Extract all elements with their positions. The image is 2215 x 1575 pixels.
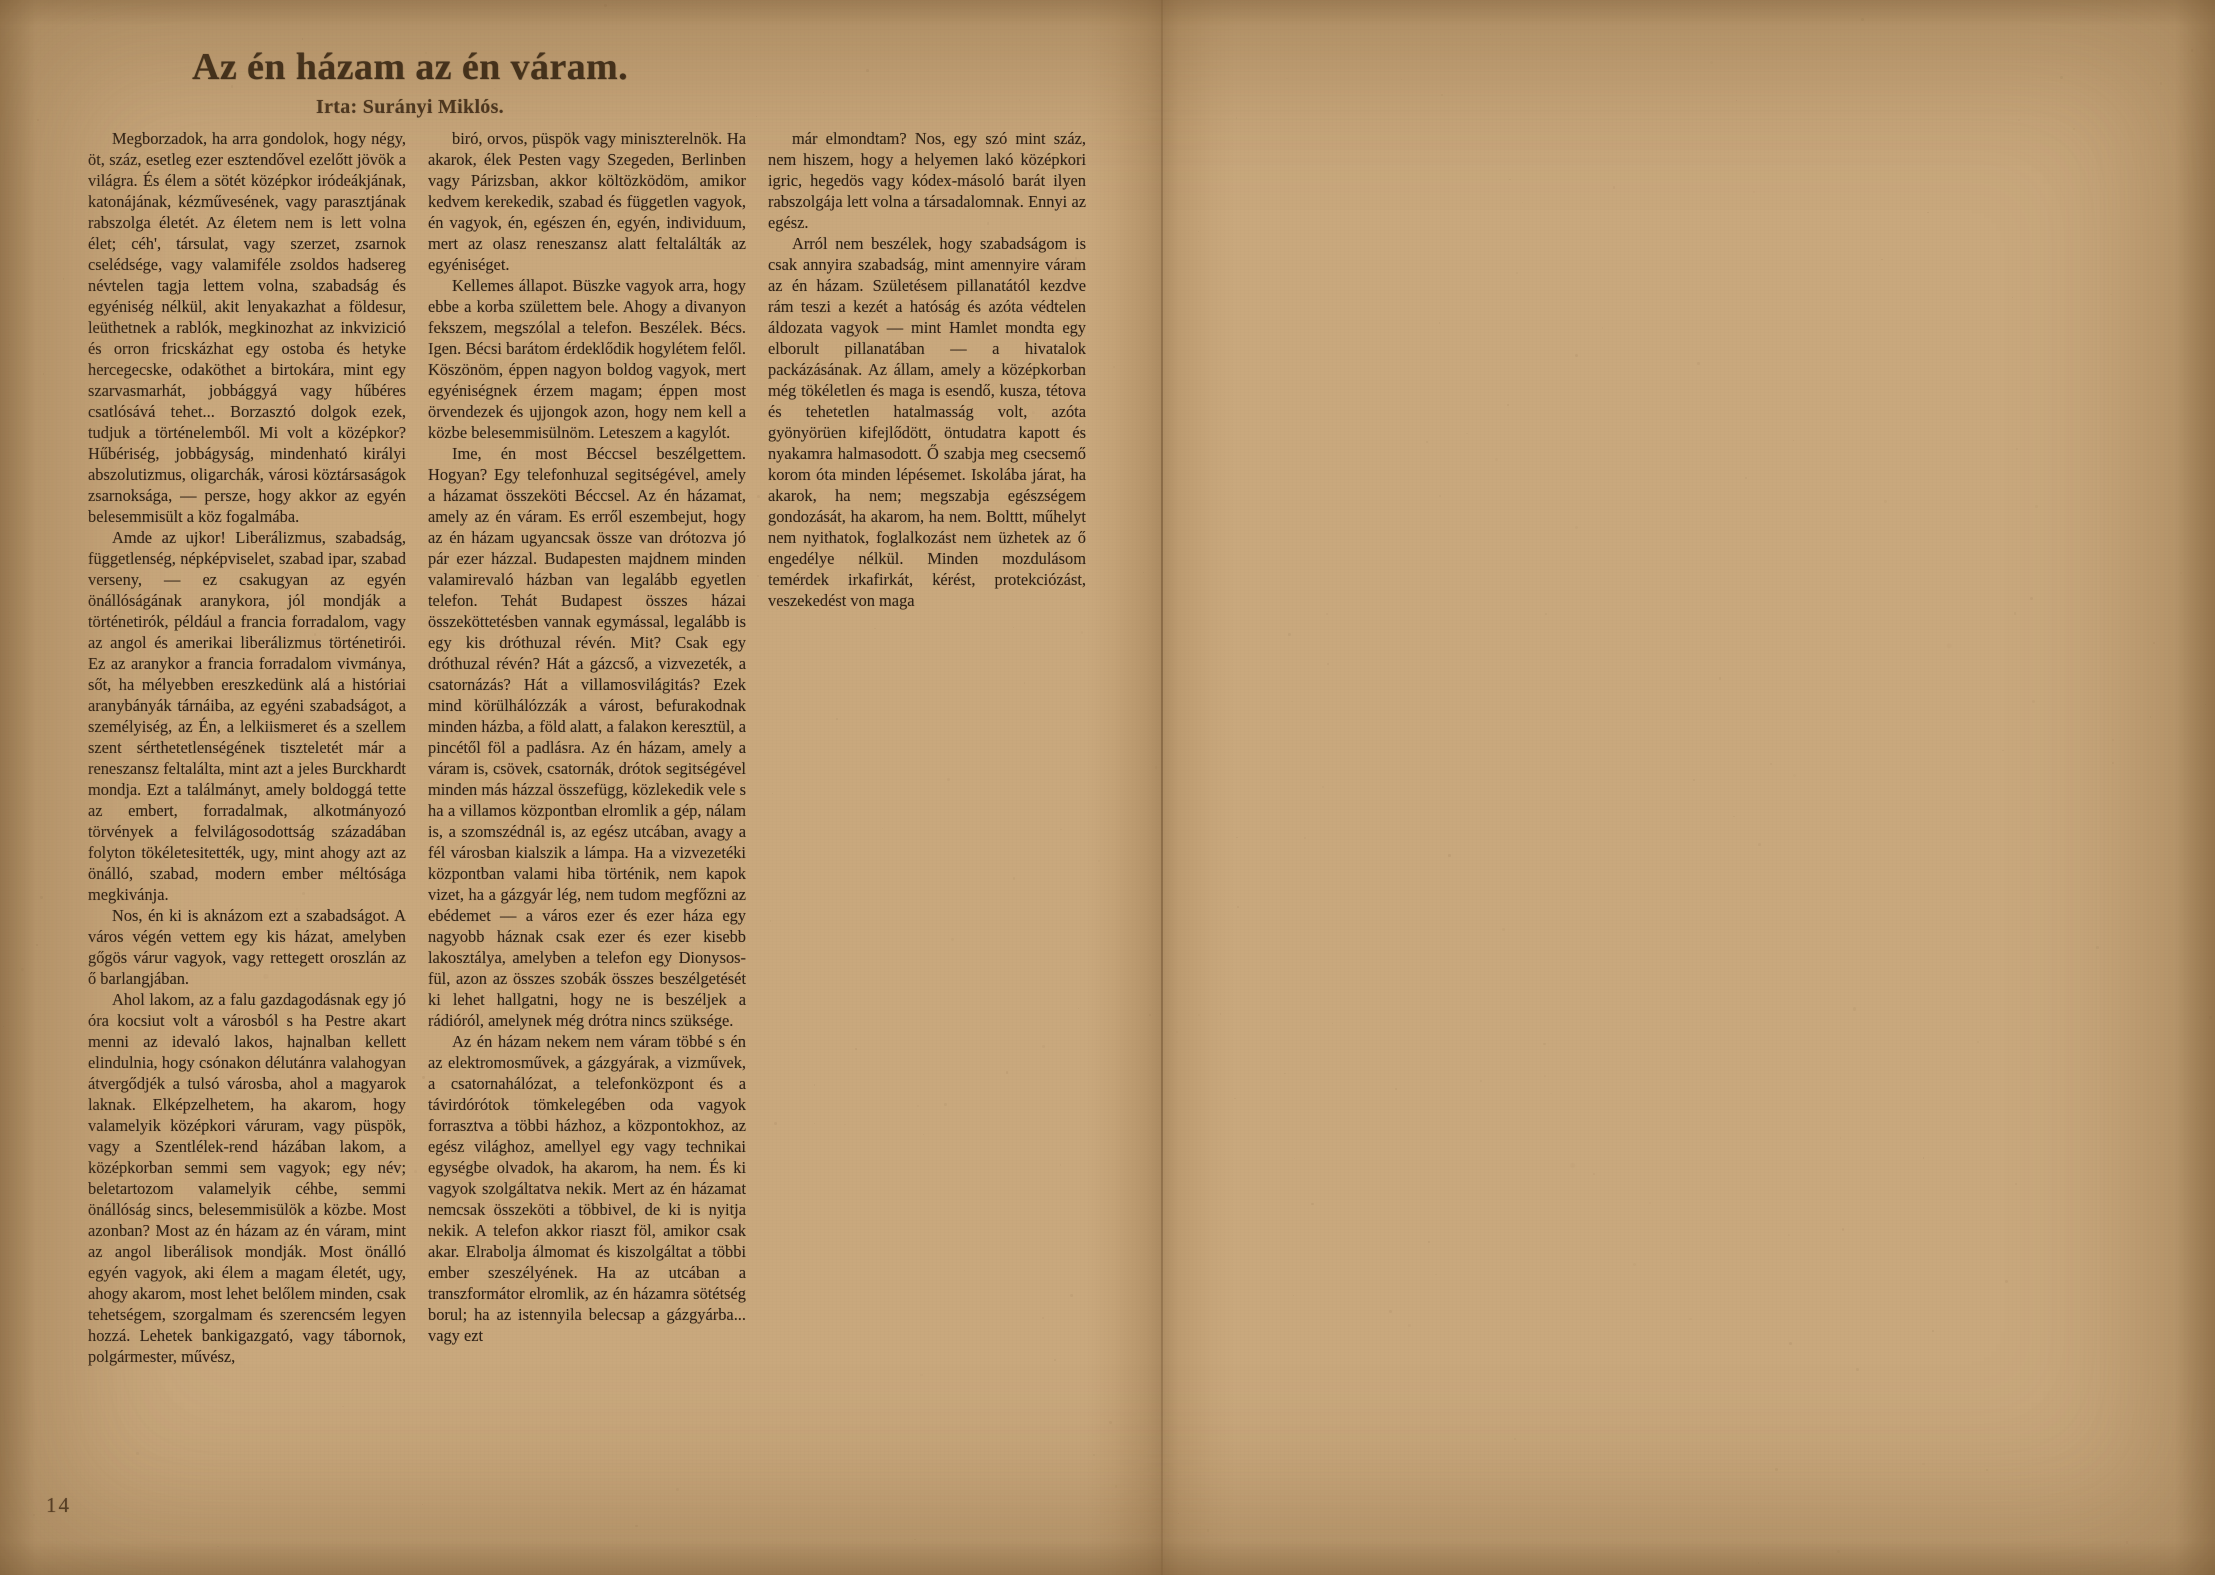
paragraph: Megborzadok, ha arra gondolok, hogy négy, öt, száz, esetleg ezer esztendővel ezelőtt jövök a világra. És élem a sötét középkor iródeákjának, katonájának, kézművesének, vagy parasztjának rabszolga életét. Az életem nem is lett volna élet; céh', társulat, vagy szerzet, zsarnok cselédsége, vagy valamiféle zsoldos hadsereg névtelen tagja lettem volna, szabadság és egyéniség nélkül, akit lenyakazhat a földesur, leüthetnek a rablók, megkinozhat az inkvizició és orron fricskázhat egy ostoba és hetyke hercegecske, odaköthet a birtokára, mint egy szarvasmarhát, jobbággyá vagy hűbéres csatlósává tehet... Borzasztó dolgok ezek, tudjuk a történelemből. Mi volt a középkor? Hűbériség, jobbágyság, mindenható királyi abszolutizmus, oligarchák, városi köztársaságok zsarnoksága, — persze, hogy akkor az egyén belesemmisült a köz fogalmába. [88, 129, 406, 526]
paragraph: Az én házam nekem nem váram többé s én az elektromosművek, a gázgyárak, a vizművek, a csatornahálózat, a telefonközpont és a távirdórótok tömkelegében oda vagyok forrasztva a többi házhoz, a központokhoz, az egész világhoz, amellyel egy vagy technikai egységbe olvadok, ha akarom, ha nem. És ki vagyok szolgáltatva nekik. Mert az én házamat nemcsak összeköti a többivel, de ki is nyitja nekik. A telefon akkor riaszt föl, amikor csak akar. Elrabolja álmomat és kiszolgáltat a többi ember szeszélyének. Ha az utcában a transzformátor elromlik, az én házamra sötétség borul; ha az istennyila belecsap a gázgyárba... vagy ezt [428, 1032, 746, 1345]
text-column-2 [428, 128, 746, 1488]
paragraph: már elmondtam? Nos, egy szó mint száz, nem hiszem, hogy a helyemen lakó középkori igric, hegedös vagy kódex-másoló barát ilyen rabszolgája lett volna a társadalomnak. Ennyi az egész. [768, 129, 1086, 232]
paragraph: Ahol lakom, az a falu gazdagodásnak egy jó óra kocsiut volt a városból s ha Pestre akart menni az idevaló lakos, hajnalban kellett elindulnia, hogy csónakon délutánra valahogyan átvergődjék a tulsó városba, ahol a magyarok laknak. Elképzelhetem, ha akarom, hogy valamelyik középkori váruram, vagy püspök, vagy a Szentlélek-rend házában lakom, a középkorban semmi sem vagyok; egy név; beletartozom valamelyik céhbe, semmi önállóság sincs, belesemmisülök a közbe. Most azonban? Most az én házam az én váram, mint az angol liberálisok mondják. Most önálló egyén vagyok, aki élem a magam életét, ugy, ahogy akarom, most lehet belőlem minden, csak tehetségem, szorgalmam és szerencsém legyen hozzá. Lehetek bankigazgató, vagy tábornok, polgármester, művész, [88, 990, 406, 1366]
paragraph: Nos, én ki is aknázom ezt a szabadságot. A város végén vettem egy kis házat, amelyben gőgös várur vagyok, vagy rettegett oroszlán az ő barlangjában. [88, 906, 406, 988]
paragraph: Ime, én most Béccsel beszélgettem. Hogyan? Egy telefonhuzal segitségével, amely a házamat összeköti Béccsel. Az én házamat, amely az én váram. Es erről eszembejut, hogy az én házam ugyancsak össze van drótozva jó pár ezer házzal. Budapesten majdnem minden valamirevaló házban van legalább egyetlen telefon. Tehát Budapest összes házai összeköttetésben vannak egymással, legalább is egy kis dróthuzal révén. Mit? Csak egy dróthuzal révén? Hát a gázcső, a vizvezeték, a csatornázás? Hát a villamosvilágitás? Ezek mind körülhálózzák a várost, befurakodnak minden házba, a föld alatt, a falakon keresztül, a pincétől föl a padlásra. Az én házam, amely a váram is, csövek, csatornák, drótok segitségével minden más házzal összefügg, közlekedik vele s ha a villamos központban elromlik a gép, nálam is, a szomszédnál is, az egész utcában, avagy a fél városban kialszik a lámpa. Ha a vizvezetéki központban valami hiba történik, nem kapok vizet, ha a gázgyár lég, nem tudom megfőzni az ebédemet — a város ezer és ezer háza egy nagyobb háznak csak ezer és ezer kisebb lakosztálya, amelyben a telefon egy Dionysos-fül, azon az összes szobák összes beszélgetését ki lehet hallgatni, hogy ne is beszéljek a rádióról, amelynek még drótra nincs szüksége. [428, 444, 746, 1030]
article-byline: Irta: Surányi Miklós. [316, 96, 504, 118]
paragraph: Arról nem beszélek, hogy szabadságom is csak annyira szabadság, mint amennyire váram az én házam. Születésem pillanatától kezdve rám teszi a kezét a hatóság és azóta védtelen áldozata vagyok — mint Hamlet mondta egy elborult pillanatában — a hivatalok packázásának. Az állam, amely a középkorban még tökéletlen és maga is esendő, kusza, tétova és tehetetlen hatalmasság volt, azóta gyönyörüen kifejlődött, öntudatra kapott és nyakamra halmasodott. Ő szabja meg csecsemő korom óta minden lépésemet. Iskolába járat, ha akarok, ha nem; megszabja egészségem gondozását, ha akarom, ha nem. Bolttt, műhelyt nem nyithatok, foglalkozást nem üzhetek az ő engedélye nélkül. Minden mozdulásom temérdek irkafirkát, kérést, protekciózást, veszekedést von maga [768, 234, 1086, 610]
right-page [1110, 0, 2215, 1575]
paragraph: biró, orvos, püspök vagy miniszterelnök. Ha akarok, élek Pesten vagy Szegeden, Berlinben vagy Párizsban, akkor költözködöm, amikor kedvem kerekedik, szabad és független vagyok, én vagyok, én, egészen én, egyén, individuum, mert az olasz reneszansz alatt feltalálták az egyéniséget. [428, 129, 746, 274]
paragraph: Amde az ujkor! Liberálizmus, szabadság, függetlenség, népképviselet, szabad ipar, szabad verseny, — ez csakugyan az egyén önállóságának aranykora, jól mondják a történetirók, például a francia forradalom, vagy az angol és amerikai liberálizmus történetirói. Ez az aranykor a francia forradalom vivmánya, sőt, ha mélyebben ereszkedünk alá a históriai aranybányák tárnáiba, az egyéni szabadságot, a személyiség, az Én, a lelkiismeret és a szellem szent sérthetetlenségének tiszteletét már a reneszansz feltalálta, mint azt a jeles Burckhardt mondja. Ezt a találmányt, amely boldoggá tette az embert, forradalmak, alkotmányozó törvények a felvilágosodottság századában folyton tökéletesitették, ugy, mint ahogy azt az önálló, szabad, modern ember méltósága megkivánja. [88, 528, 406, 904]
paragraph: Kellemes állapot. Büszke vagyok arra, hogy ebbe a korba születtem bele. Ahogy a divanyon fekszem, megszólal a telefon. Beszélek. Bécs. Igen. Bécsi barátom érdeklődik hogylétem felől. Köszönöm, éppen nagyon boldog vagyok, mert egyéniségnek érzem magam; éppen most örvendezek és ujjongok azon, hogy nem kell a közbe belesemmisülnöm. Leteszem a kagylót. [428, 276, 746, 442]
article-title-az-en-hazam: Az én házam az én váram. [192, 46, 628, 88]
text-column-1 [88, 128, 406, 1488]
text-column-3 [768, 128, 1086, 1488]
page-number-left: 14 [46, 1493, 71, 1517]
